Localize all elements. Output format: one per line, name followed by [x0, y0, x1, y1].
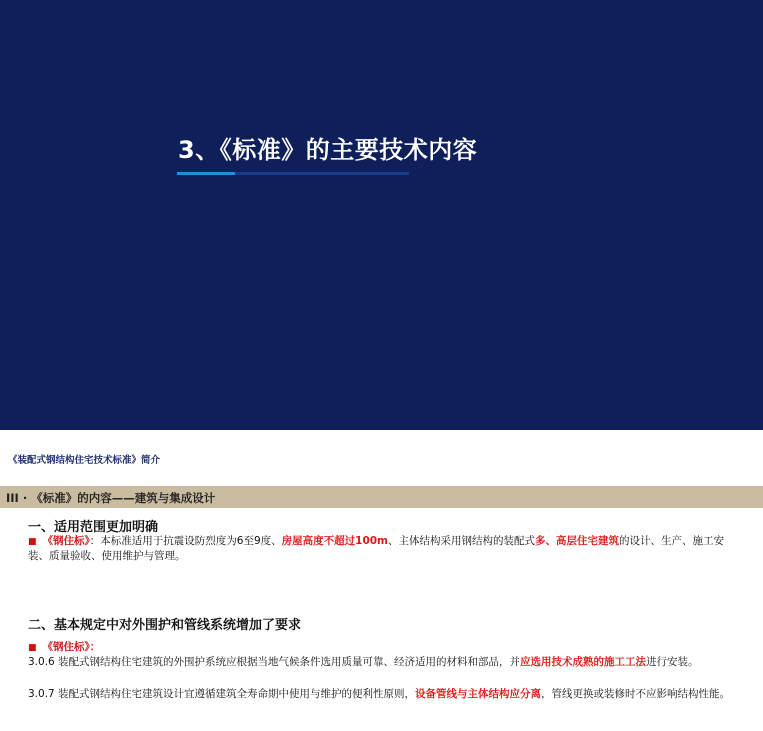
- title-underline-accent: [177, 172, 235, 175]
- clause-3-0-6-highlight: 应选用技术成熟的施工工法: [520, 656, 647, 668]
- clause-3-0-6-tail: 进行安装。: [646, 656, 699, 668]
- document-header: 《装配式钢结构住宅技术标准》简介: [8, 455, 161, 466]
- item1-text-2: 、主体结构采用钢结构的装配式: [388, 535, 535, 547]
- clause-3-0-7: [28, 687, 740, 701]
- item2-ref-line: [28, 640, 740, 655]
- title-underline: [177, 172, 409, 175]
- bullet-icon: ■: [28, 643, 37, 653]
- clause-3-0-6: [28, 655, 740, 669]
- content-slide: [0, 430, 763, 731]
- slide-title: 3、《标准》的主要技术内容: [178, 136, 478, 164]
- item1-highlight-height: 房屋高度不超过100m: [281, 535, 388, 547]
- item1-paragraph: [28, 534, 740, 563]
- item1-text-3: 的设计、生产、施工安装、质量验收、使用维护与管理。: [28, 535, 724, 562]
- item1-text-1: ：本标准适用于抗震设防烈度为6至9度、: [89, 535, 282, 547]
- clause-3-0-7-highlight: 设备管线与主体结构应分离: [415, 688, 542, 700]
- section-bar-label: III · 《标准》的内容——建筑与集成设计: [6, 491, 216, 505]
- clause-3-0-7-text: 3.0.7 装配式钢结构住宅建筑设计宜遵循建筑全寿命期中使用与维护的便利性原则，: [28, 688, 416, 700]
- standard-ref: 《钢住标》：: [42, 641, 101, 653]
- item1-highlight-buildings: 多、高层住宅建筑: [535, 535, 619, 547]
- clause-3-0-6-text: 3.0.6 装配式钢结构住宅建筑的外围护系统应根据当地气候条件选用质量可靠、经济适用的材料和部品，并: [28, 656, 521, 668]
- standard-ref: 《钢住标》: [42, 535, 90, 547]
- bullet-icon: ■: [28, 537, 37, 547]
- clause-3-0-7-tail: ，管线更换或装修时不应影响结构性能。: [541, 688, 731, 700]
- item1-heading: 一、适用范围更加明确: [28, 520, 159, 535]
- section-bar: [0, 486, 763, 508]
- item2-heading: 二、基本规定中对外围护和管线系统增加了要求: [28, 618, 302, 633]
